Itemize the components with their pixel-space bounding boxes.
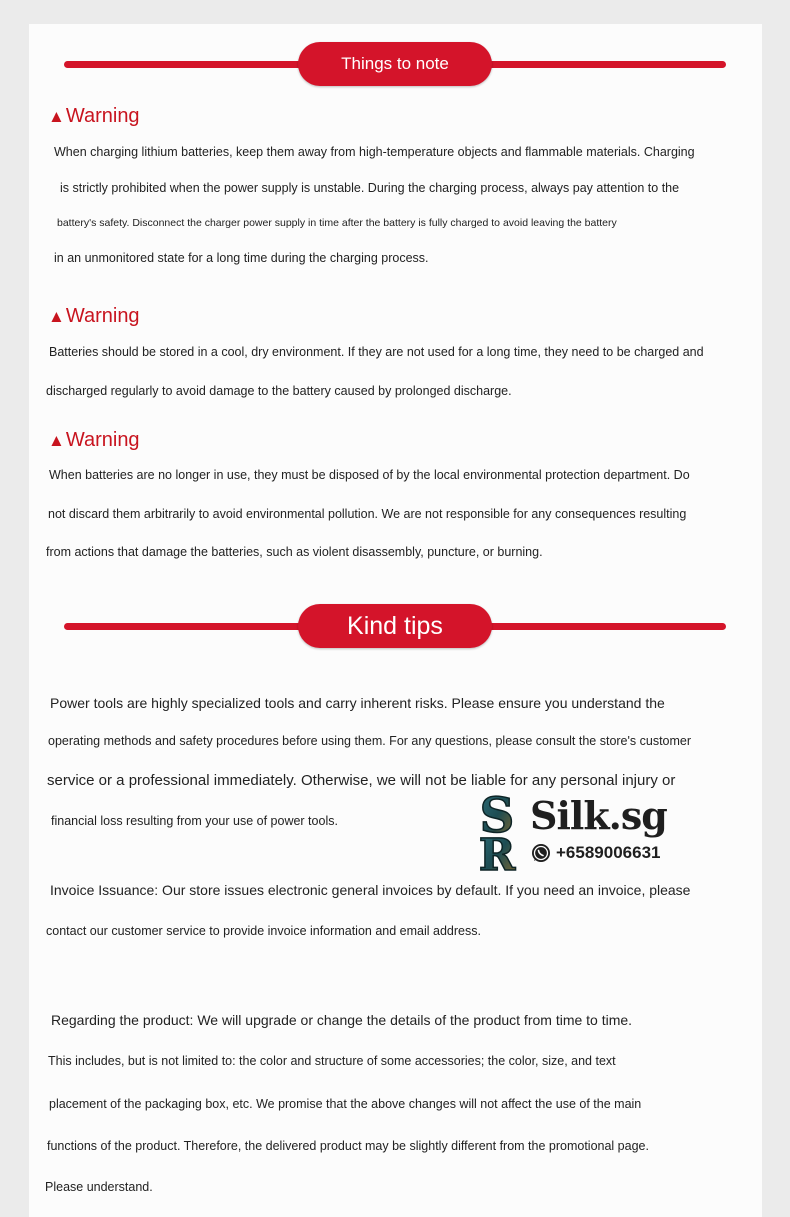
svg-text:R: R bbox=[478, 830, 516, 872]
tip-text-line: This includes, but is not limited to: the color and structure of some accessories; the color, size, and text bbox=[48, 1054, 616, 1068]
warning-label: Warning bbox=[65, 305, 140, 327]
warning-text-line: in an unmonitored state for a long time during the charging process. bbox=[54, 251, 429, 265]
tip-text-line: Regarding the product: We will upgrade or change the details of the product from time to time. bbox=[51, 1012, 633, 1028]
svg-text:S: S bbox=[479, 792, 515, 844]
tip-text-line: service or a professional immediately. Otherwise, we will not be liable for any personal injury or bbox=[47, 772, 676, 789]
warning-text-line: Batteries should be stored in a cool, dry environment. If they are not used for a long time, they need to be charged and bbox=[49, 345, 704, 359]
warning-triangle-icon: ▲ bbox=[48, 431, 65, 450]
kind-tips-banner bbox=[64, 604, 726, 648]
warning-heading bbox=[48, 428, 140, 453]
sr-logo-icon bbox=[466, 792, 528, 872]
warning-label: Warning bbox=[65, 429, 140, 451]
warning-triangle-icon: ▲ bbox=[48, 307, 65, 326]
tip-text-line: operating methods and safety procedures before using them. For any questions, please consult the store's customer bbox=[48, 734, 692, 748]
tip-text-line: Invoice Issuance: Our store issues electronic general invoices by default. If you need an invoice, please bbox=[50, 882, 691, 898]
watermark-brand: Silk.sg bbox=[530, 793, 667, 838]
warning-text-line: When batteries are no longer in use, they must be disposed of by the local environmental protection department. Do bbox=[49, 468, 690, 482]
warning-text-line: is strictly prohibited when the power supply is unstable. During the charging process, always pay attention to the bbox=[60, 181, 680, 195]
whatsapp-icon bbox=[530, 842, 552, 864]
banner-title: Kind tips bbox=[298, 604, 492, 648]
silk-sg-watermark bbox=[466, 792, 666, 872]
tip-text-line: contact our customer service to provide invoice information and email address. bbox=[46, 924, 481, 938]
tip-text-line: functions of the product. Therefore, the delivered product may be slightly different from the promotional page. bbox=[47, 1139, 649, 1153]
warning-text-line: When charging lithium batteries, keep them away from high-temperature objects and flammable materials. Charging bbox=[54, 145, 695, 159]
warning-text-line: not discard them arbitrarily to avoid environmental pollution. We are not responsible for any consequences resulting bbox=[48, 507, 687, 521]
tip-text-line: financial loss resulting from your use of power tools. bbox=[51, 814, 338, 828]
warning-heading bbox=[48, 104, 140, 129]
tip-text-line: Please understand. bbox=[45, 1180, 153, 1194]
tip-text-line: Power tools are highly specialized tools and carry inherent risks. Please ensure you understand the bbox=[50, 695, 665, 711]
watermark-phone: +6589006631 bbox=[556, 843, 661, 862]
warning-text-line: discharged regularly to avoid damage to the battery caused by prolonged discharge. bbox=[46, 384, 512, 398]
warning-heading bbox=[48, 304, 140, 329]
things-to-note-banner bbox=[64, 42, 726, 86]
warning-triangle-icon: ▲ bbox=[48, 107, 65, 126]
banner-title: Things to note bbox=[298, 42, 492, 86]
tip-text-line: placement of the packaging box, etc. We promise that the above changes will not affect the use of the main bbox=[49, 1097, 642, 1111]
content-card bbox=[29, 24, 762, 1217]
warning-label: Warning bbox=[65, 105, 140, 127]
warning-text-line: from actions that damage the batteries, such as violent disassembly, puncture, or burning. bbox=[46, 545, 543, 559]
warning-text-line: battery's safety. Disconnect the charger power supply in time after the battery is fully charged to avoid leaving the battery bbox=[57, 217, 617, 229]
